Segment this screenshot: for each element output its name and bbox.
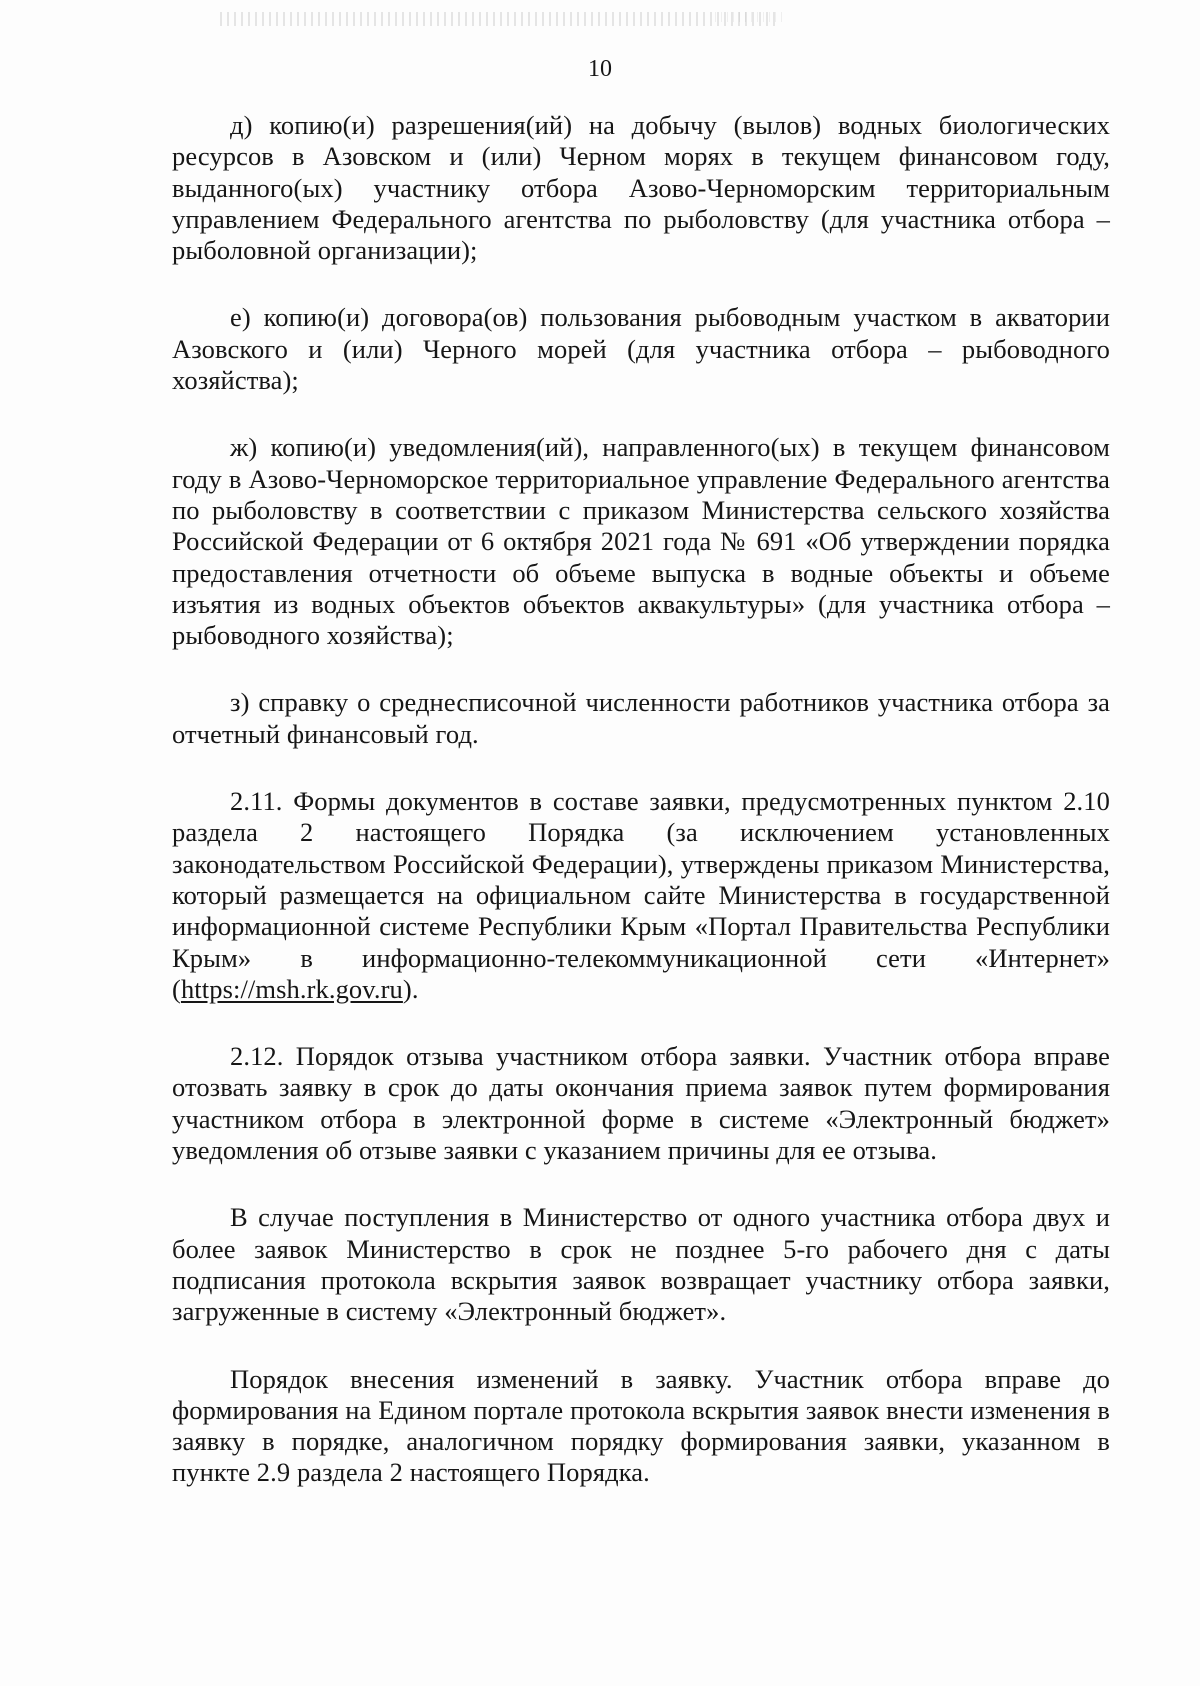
- paragraph-d: д) копию(и) разрешения(ий) на добычу (вылов) водных биологических ресурсов в Азовском и (или) Черном морях в текущем финансовом году, выданного(ых) участнику отбора Азово-Черноморским территориальным управлением Федерального агентства по рыболовству (для участника отбора – рыболовной организации);: [172, 110, 1110, 266]
- scan-artifact: [220, 12, 780, 26]
- scan-artifact-right: [715, 12, 785, 22]
- paragraph-2-12: 2.12. Порядок отзыва участником отбора заявки. Участник отбора вправе отозвать заявку в срок до даты окончания приема заявок путем формирования участником отбора в электронной форме в системе «Электронный бюджет» уведомления об отзыве заявки с указанием причины для ее отзыва.: [172, 1041, 1110, 1166]
- paragraph-2-11-tail: ).: [402, 973, 419, 1004]
- paragraph-duplicate-applications: В случае поступления в Министерство от одного участника отбора двух и более заявок Министерство в срок не позднее 5-го рабочего дня с даты подписания протокола вскрытия заявок возвращает участнику отбора заявки, загруженные в систему «Электронный бюджет».: [172, 1202, 1110, 1327]
- paragraph-2-11-text: 2.11. Формы документов в составе заявки, предусмотренных пунктом 2.10 раздела 2 настоящего Порядка (за исключением установленных законодательством Российской Федерации), утверждены приказом Министерства, который размещается на официальном сайте Министерства в государственной информационной системе Республики Крым «Портал Правительства Республики Крым» в информационно-телекоммуникационной сети «Интернет» (: [172, 786, 1110, 1004]
- paragraph-2-11: [172, 786, 1110, 1005]
- ministry-website-link[interactable]: https://msh.rk.gov.ru: [180, 973, 403, 1004]
- page-number: 10: [588, 56, 612, 82]
- paragraph-z: з) справку о среднесписочной численности работников участника отбора за отчетный финансовый год.: [172, 687, 1110, 749]
- document-body: [172, 110, 1110, 1489]
- paragraph-e: е) копию(и) договора(ов) пользования рыбоводным участком в акватории Азовского и (или) Черного морей (для участника отбора – рыбоводного хозяйства);: [172, 302, 1110, 396]
- paragraph-application-changes: Порядок внесения изменений в заявку. Участник отбора вправе до формирования на Едином портале протокола вскрытия заявок внести изменения в заявку в порядке, аналогичном порядку формирования заявки, указанном в пункте 2.9 раздела 2 настоящего Порядка.: [172, 1363, 1110, 1488]
- paragraph-zh: ж) копию(и) уведомления(ий), направленного(ых) в текущем финансовом году в Азово-Черноморское территориальное управление Федерального агентства по рыболовству в соответствии с приказом Министерства сельского хозяйства Российской Федерации от 6 октября 2021 года № 691 «Об утверждении порядка предоставления отчетности об объеме выпуска в водные объекты и объеме изъятия из водных объектов объектов аквакультуры» (для участника отбора – рыбоводного хозяйства);: [172, 432, 1110, 651]
